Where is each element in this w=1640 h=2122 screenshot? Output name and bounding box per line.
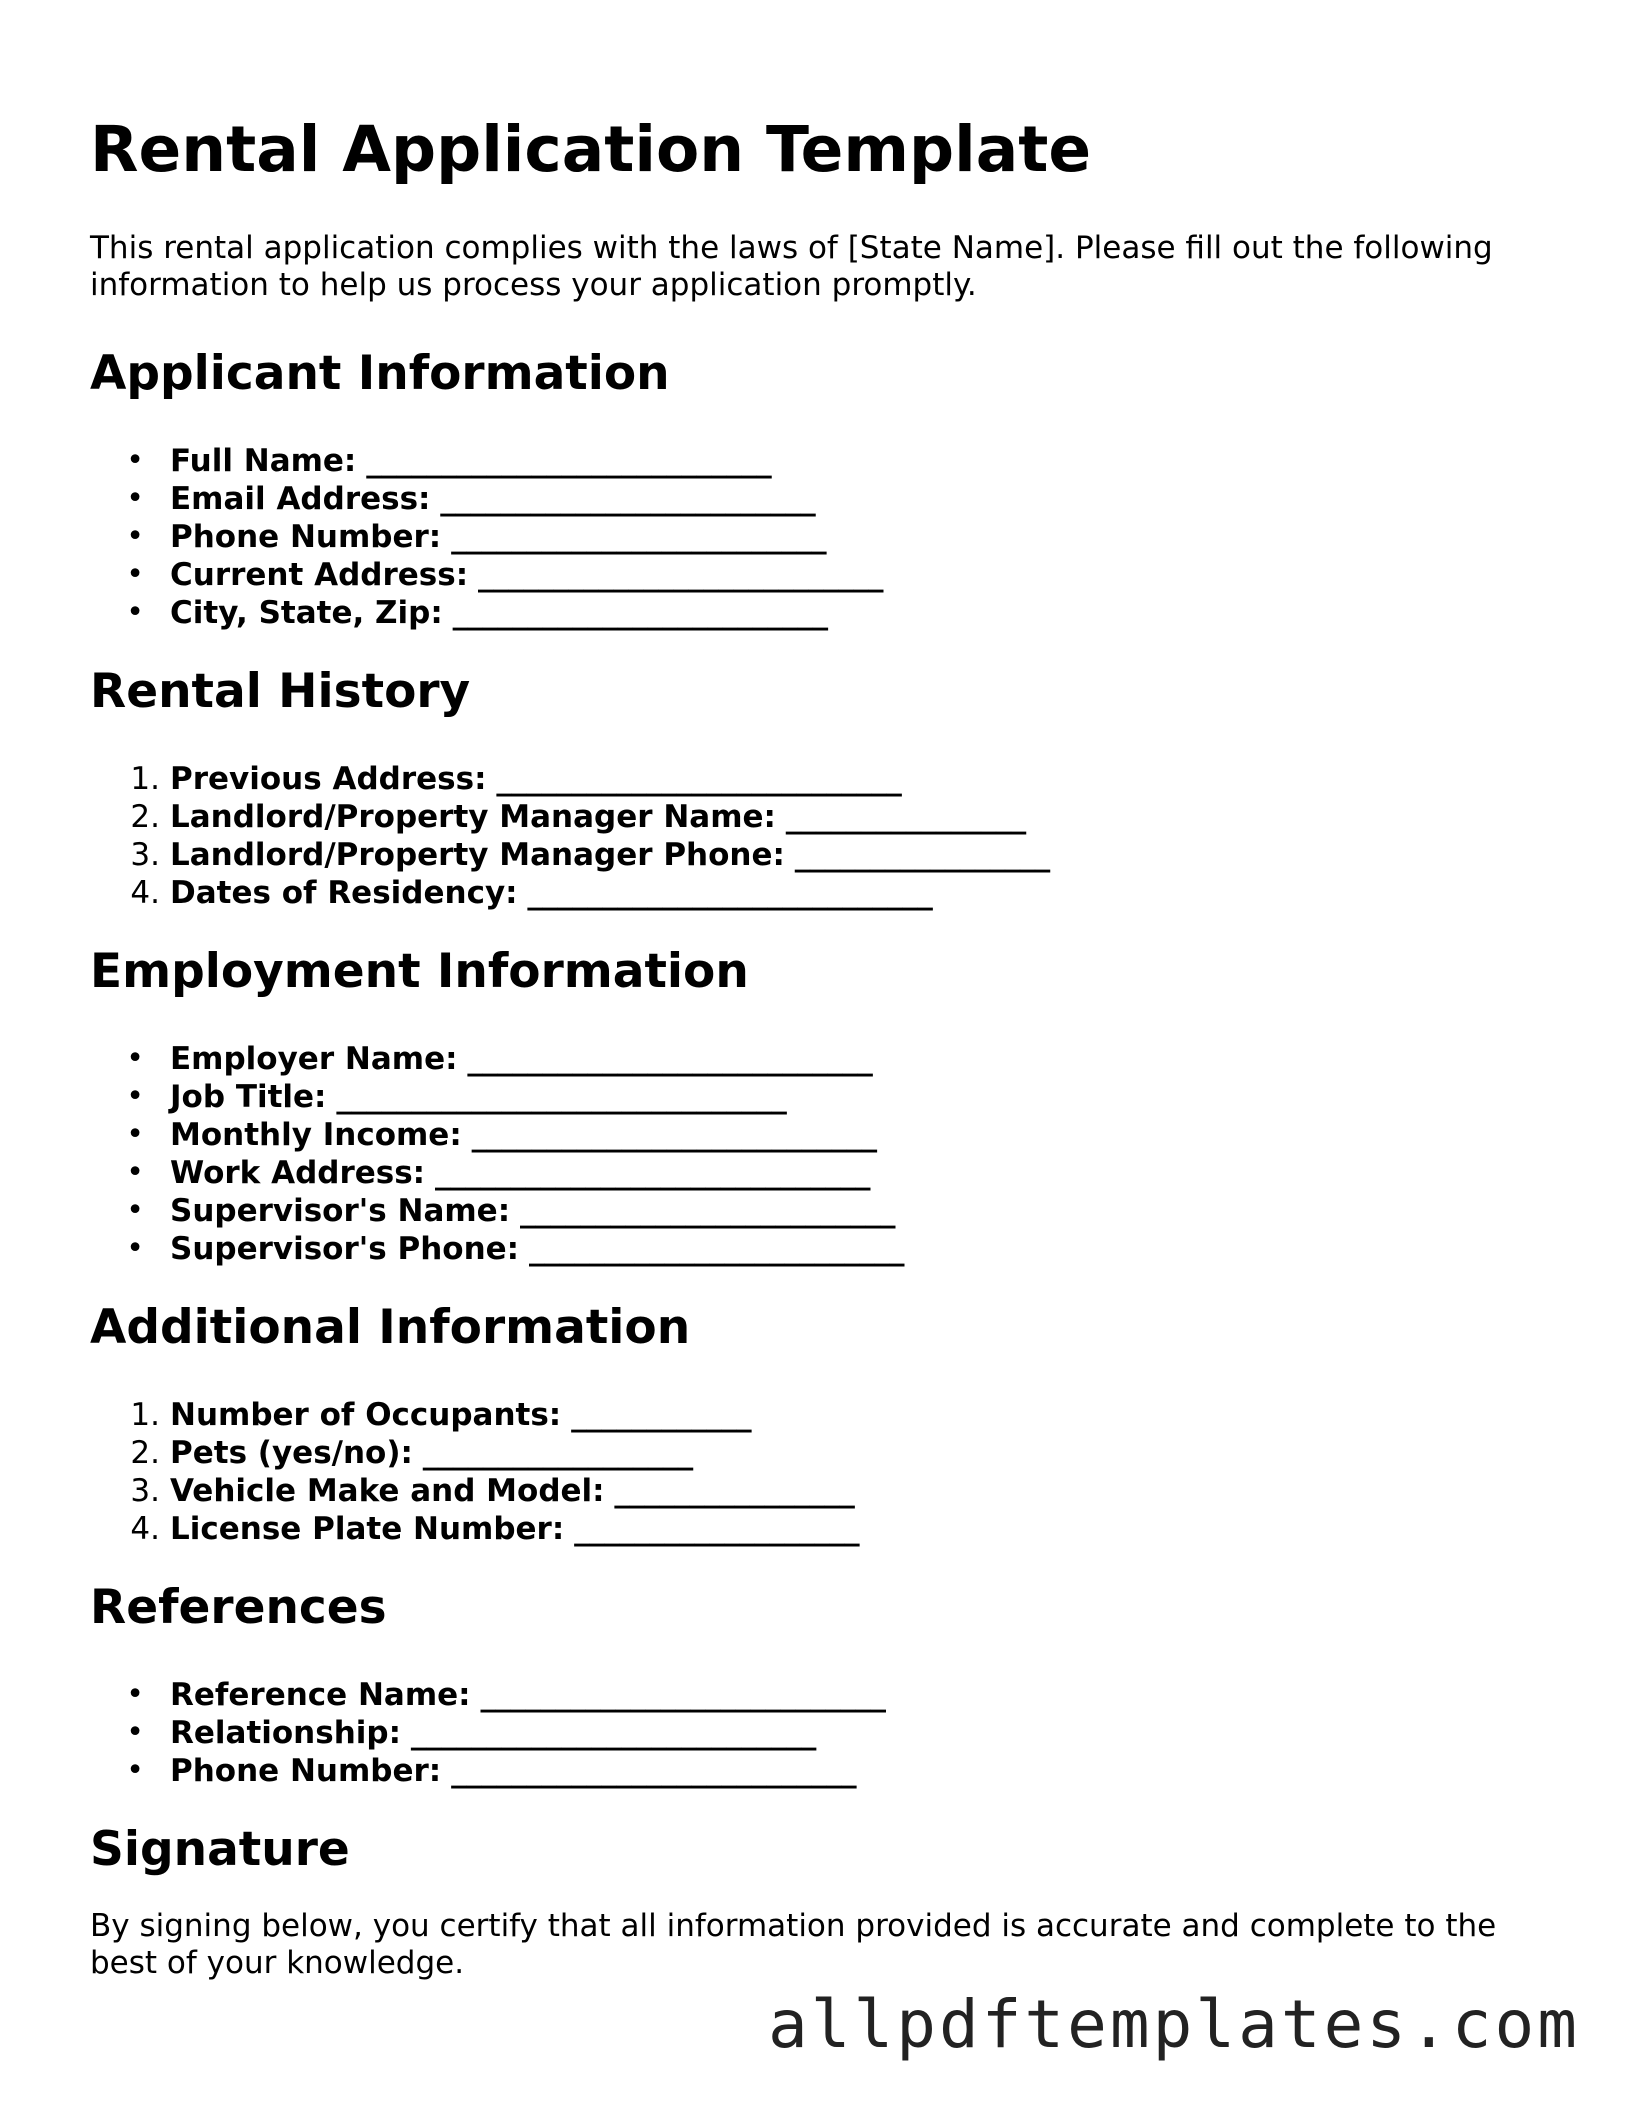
blank-line-pets[interactable]: __________________ [422, 1434, 693, 1471]
list-item [90, 760, 1550, 798]
blank-line-supervisor-phone[interactable]: _________________________ [528, 1230, 904, 1267]
intro-paragraph: This rental application complies with the laws of [State Name]. Please fill out the following information to help us process your application promptly. [90, 229, 1493, 303]
field-label: Full Name: [170, 442, 357, 479]
list-item [90, 442, 1550, 480]
bullet-icon: • [126, 480, 144, 516]
blank-line-license-plate[interactable]: ___________________ [574, 1510, 860, 1547]
section-heading-employment: Employment Information [90, 943, 749, 999]
blank-line-relationship[interactable]: ___________________________ [410, 1714, 816, 1751]
field-label: Dates of Residency: [170, 874, 518, 911]
blank-line-landlord-name[interactable]: ________________ [785, 798, 1026, 835]
blank-line-reference-name[interactable]: ___________________________ [480, 1676, 886, 1713]
document-page [90, 112, 1550, 1982]
field-label: Phone Number: [170, 1752, 442, 1789]
field-label: Relationship: [170, 1714, 401, 1751]
field-label: Number of Occupants: [170, 1396, 562, 1433]
employment-fields-list [90, 1040, 1550, 1268]
list-number: 3. [130, 836, 160, 873]
blank-line-previous-address[interactable]: ___________________________ [496, 760, 902, 797]
field-label: License Plate Number: [170, 1510, 565, 1547]
list-item [90, 1396, 1550, 1434]
section-heading-applicant: Applicant Information [90, 345, 670, 401]
blank-line-employer-name[interactable]: ___________________________ [467, 1040, 873, 1077]
bullet-icon: • [126, 1040, 144, 1076]
additional-fields-list [90, 1396, 1550, 1548]
field-label: Landlord/Property Manager Name: [170, 798, 776, 835]
list-number: 2. [130, 798, 160, 835]
field-label: Supervisor's Phone: [170, 1230, 520, 1267]
list-item [90, 1510, 1550, 1548]
field-label: Pets (yes/no): [170, 1434, 413, 1471]
bullet-icon: • [126, 594, 144, 630]
blank-line-email[interactable]: _________________________ [440, 480, 816, 517]
blank-line-current-address[interactable]: ___________________________ [477, 556, 883, 593]
blank-line-dates-of-residency[interactable]: ___________________________ [527, 874, 933, 911]
field-label: Supervisor's Name: [170, 1192, 511, 1229]
blank-line-full-name[interactable]: ___________________________ [366, 442, 772, 479]
field-label: Reference Name: [170, 1676, 471, 1713]
blank-line-occupants[interactable]: ____________ [571, 1396, 752, 1433]
list-number: 4. [130, 1510, 160, 1547]
list-item [90, 518, 1550, 556]
list-number: 3. [130, 1472, 160, 1509]
bullet-icon: • [126, 1116, 144, 1152]
field-label: Phone Number: [170, 518, 442, 555]
bullet-icon: • [126, 1714, 144, 1750]
bullet-icon: • [126, 1230, 144, 1266]
references-fields-list [90, 1676, 1550, 1790]
list-item [90, 1434, 1550, 1472]
applicant-fields-list [90, 442, 1550, 632]
field-label: Employer Name: [170, 1040, 458, 1077]
bullet-icon: • [126, 1154, 144, 1190]
list-item [90, 480, 1550, 518]
list-item [90, 1714, 1550, 1752]
section-heading-rental-history: Rental History [90, 663, 471, 719]
field-label: Monthly Income: [170, 1116, 462, 1153]
blank-line-phone[interactable]: _________________________ [451, 518, 827, 555]
field-label: Job Title: [170, 1078, 327, 1115]
list-item [90, 1116, 1550, 1154]
field-label: Current Address: [170, 556, 469, 593]
blank-line-job-title[interactable]: ______________________________ [336, 1078, 787, 1115]
section-heading-references: References [90, 1579, 387, 1635]
bullet-icon: • [126, 518, 144, 554]
list-item [90, 1472, 1550, 1510]
signature-paragraph: By signing below, you certify that all information provided is accurate and complete to the best of your knowledge. [90, 1907, 1497, 1981]
blank-line-work-address[interactable]: _____________________________ [434, 1154, 870, 1191]
blank-line-landlord-phone[interactable]: _________________ [794, 836, 1050, 873]
bullet-icon: • [126, 1192, 144, 1228]
field-label: Landlord/Property Manager Phone: [170, 836, 785, 873]
list-item [90, 1192, 1550, 1230]
field-label: Work Address: [170, 1154, 426, 1191]
list-item [90, 836, 1550, 874]
list-item [90, 1040, 1550, 1078]
list-item [90, 798, 1550, 836]
list-item [90, 1676, 1550, 1714]
list-item [90, 1752, 1550, 1790]
field-label: City, State, Zip: [170, 594, 443, 631]
field-label: Vehicle Make and Model: [170, 1472, 605, 1509]
list-item [90, 874, 1550, 912]
blank-line-city-state-zip[interactable]: _________________________ [452, 594, 828, 631]
list-number: 1. [130, 760, 160, 797]
list-item [90, 1154, 1550, 1192]
bullet-icon: • [126, 1676, 144, 1712]
watermark-text: allpdftemplates.com [768, 1986, 1580, 2063]
list-number: 4. [130, 874, 160, 911]
bullet-icon: • [126, 1752, 144, 1788]
list-number: 2. [130, 1434, 160, 1471]
field-label: Email Address: [170, 480, 431, 517]
rental-history-fields-list [90, 760, 1550, 912]
list-item [90, 1078, 1550, 1116]
list-item [90, 594, 1550, 632]
list-number: 1. [130, 1396, 160, 1433]
field-label: Previous Address: [170, 760, 487, 797]
page-title: Rental Application Template [90, 113, 1092, 186]
blank-line-monthly-income[interactable]: ___________________________ [471, 1116, 877, 1153]
list-item [90, 1230, 1550, 1268]
section-heading-additional: Additional Information [90, 1299, 691, 1355]
bullet-icon: • [126, 1078, 144, 1114]
blank-line-vehicle[interactable]: ________________ [614, 1472, 855, 1509]
list-item [90, 556, 1550, 594]
section-heading-signature: Signature [90, 1821, 350, 1877]
bullet-icon: • [126, 556, 144, 592]
blank-line-supervisor-name[interactable]: _________________________ [519, 1192, 895, 1229]
blank-line-reference-phone[interactable]: ___________________________ [451, 1752, 857, 1789]
bullet-icon: • [126, 442, 144, 478]
